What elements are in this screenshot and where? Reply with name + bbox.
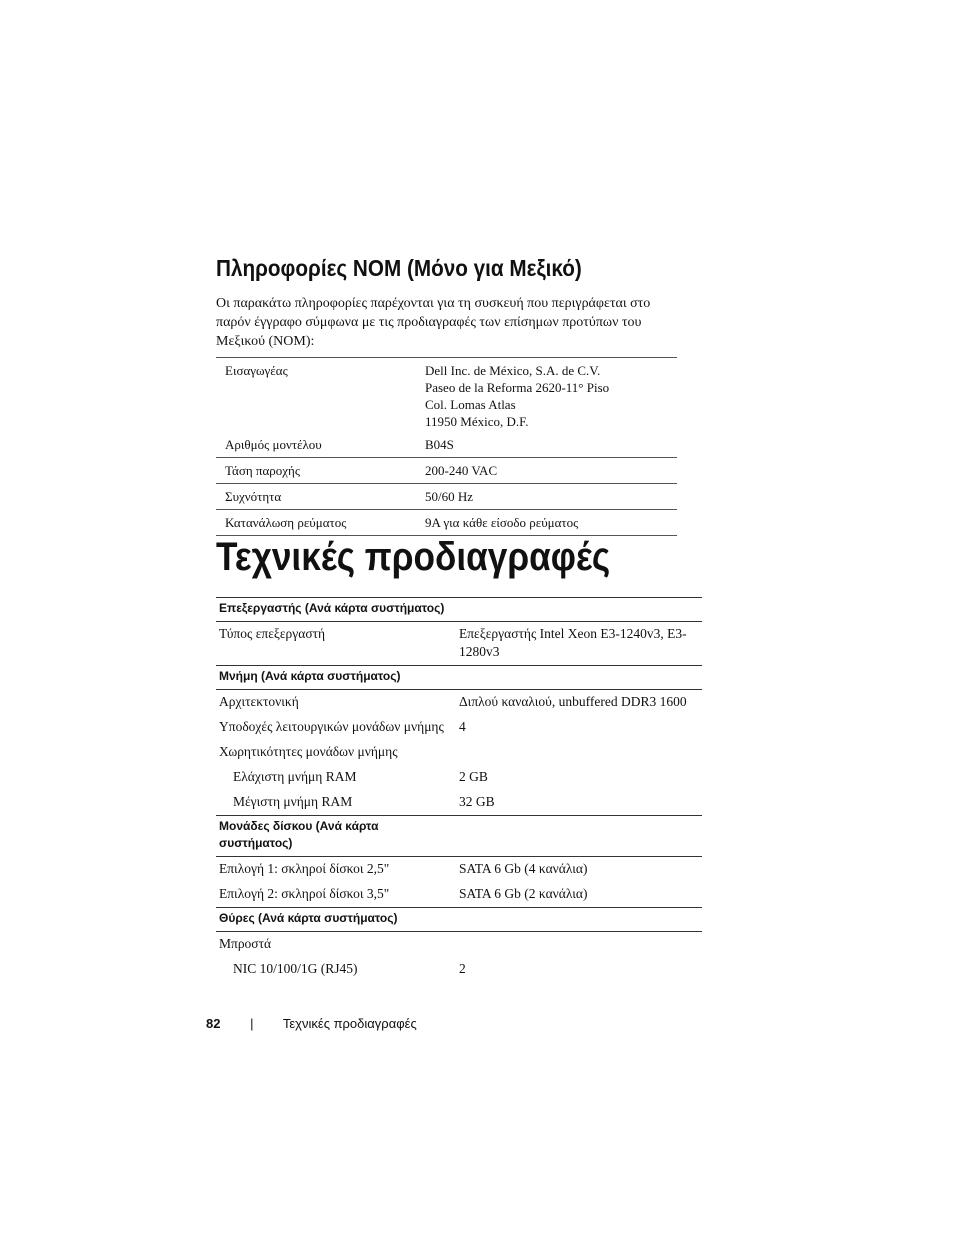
spec-section-heading [216, 598, 702, 622]
spec-row-value: 2 GB [459, 769, 488, 784]
spec-row [216, 622, 702, 666]
nom-row-value [425, 362, 677, 430]
spec-section-heading [216, 908, 702, 932]
spec-row-label: Αρχιτεκτονική [219, 694, 299, 709]
nom-row-label: Συχνότητα [225, 489, 282, 504]
spec-row-label: Υποδοχές λειτουργικών μονάδων μνήμης [219, 719, 444, 734]
nom-info-table [216, 357, 677, 536]
spec-row [216, 882, 702, 908]
spec-row [216, 790, 702, 816]
spec-row-label: Ελάχιστη μνήμη RAM [233, 769, 357, 784]
nom-value-line: Paseo de la Reforma 2620-11° Piso [425, 380, 610, 395]
spec-row-label: Μέγιστη μνήμη RAM [233, 794, 353, 809]
spec-row [216, 857, 702, 882]
nom-row-frequency [216, 484, 677, 510]
nom-row-current [216, 510, 677, 536]
spec-heading-line: Μονάδες δίσκου (Ανά κάρτα [219, 819, 379, 833]
nom-row-label: Αριθμός μοντέλου [225, 437, 322, 452]
spec-row-label: Μπροστά [219, 936, 272, 951]
spec-row [216, 740, 702, 765]
footer-separator: | [250, 1016, 254, 1031]
spec-row [216, 957, 702, 982]
nom-row-label: Τάση παροχής [225, 463, 300, 478]
spec-value-line: Επεξεργαστής Intel Xeon E3-1240v3, E3- [459, 626, 687, 641]
spec-row [216, 765, 702, 790]
spec-row-label: Τύπος επεξεργαστή [219, 626, 326, 641]
spec-value-line: 1280v3 [459, 644, 500, 659]
nom-intro-line: Μεξικού (NOM): [216, 334, 315, 349]
spec-row-value: SATA 6 Gb (4 κανάλια) [459, 861, 588, 876]
spec-row-value: 2 [459, 961, 466, 976]
nom-row-label: Κατανάλωση ρεύματος [225, 515, 347, 530]
nom-row-voltage [216, 458, 677, 484]
spec-row-value [459, 743, 702, 761]
spec-row-label: Επιλογή 1: σκληροί δίσκοι 2,5" [219, 861, 390, 876]
nom-row-value: 9A για κάθε είσοδο ρεύματος [425, 515, 579, 530]
spec-heading-line: Μνήμη (Ανά κάρτα συστήματος) [219, 669, 401, 683]
spec-row-label: Χωρητικότητες μονάδων μνήμης [219, 744, 398, 759]
page-number: 82 [206, 1016, 221, 1031]
spec-row-value: Διπλού καναλιού, unbuffered DDR3 1600 [459, 694, 687, 709]
spec-row [216, 932, 702, 957]
nom-intro-paragraph [216, 294, 716, 351]
spec-row [216, 715, 702, 740]
specs-table [216, 597, 702, 982]
page-footer [206, 1016, 417, 1031]
spec-row-value: 32 GB [459, 794, 495, 809]
spec-section-heading [216, 816, 702, 857]
footer-section-title: Τεχνικές προδιαγραφές [282, 1016, 417, 1031]
spec-row [216, 690, 702, 715]
nom-intro-line: Οι παρακάτω πληροφορίες παρέχονται για τη συσκευή που περιγράφεται στο [216, 296, 651, 311]
spec-section-heading [216, 666, 702, 690]
nom-row-importer [216, 358, 677, 434]
nom-row-value: B04S [425, 437, 454, 452]
nom-value-line: Col. Lomas Atlas [425, 397, 516, 412]
nom-section-title: Πληροφορίες NOM (Μόνο για Μεξικό) [216, 255, 582, 281]
nom-intro-line: παρόν έγγραφο σύμφωνα με τις προδιαγραφές των επίσημων προτύπων του [216, 315, 642, 330]
spec-row-label: Επιλογή 2: σκληροί δίσκοι 3,5" [219, 886, 390, 901]
spec-heading-line: Επεξεργαστής (Ανά κάρτα συστήματος) [219, 601, 445, 615]
nom-row-value: 200-240 VAC [425, 463, 498, 478]
nom-row-label: Εισαγωγέας [225, 363, 288, 378]
specs-section-title: Τεχνικές προδιαγραφές [216, 535, 611, 579]
nom-value-line: 11950 México, D.F. [425, 414, 529, 429]
spec-row-label: NIC 10/100/1G (RJ45) [233, 961, 358, 976]
spec-row-value: SATA 6 Gb (2 κανάλια) [459, 886, 588, 901]
nom-row-value: 50/60 Hz [425, 489, 474, 504]
nom-value-line: Dell Inc. de México, S.A. de C.V. [425, 363, 601, 378]
spec-row-value [459, 935, 702, 953]
nom-row-model [216, 434, 677, 458]
spec-row-value: 4 [459, 719, 466, 734]
spec-row-value [459, 625, 702, 661]
spec-heading-line: Θύρες (Ανά κάρτα συστήματος) [219, 911, 398, 925]
spec-heading-line: συστήματος) [219, 836, 293, 850]
